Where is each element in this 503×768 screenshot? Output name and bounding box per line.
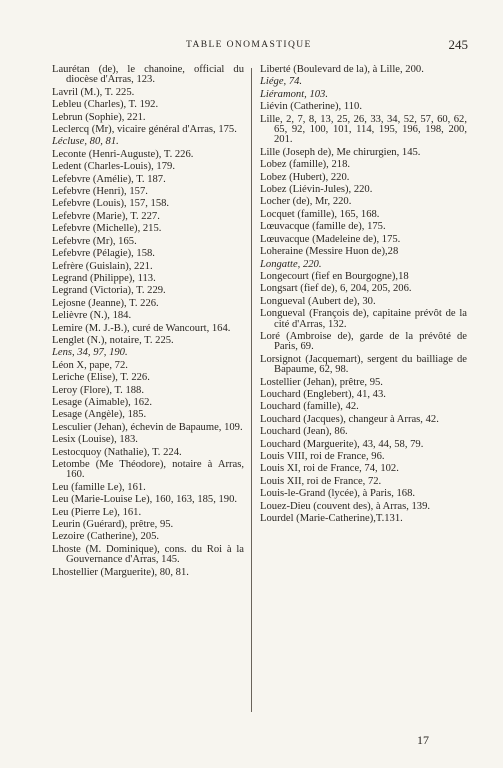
index-entry: Lesage (Aimable), 162. xyxy=(52,396,153,408)
index-entry: Lavril (M.), T. 225. xyxy=(52,86,135,98)
index-entry: Loré (Ambroise de), garde de la prévôté de Paris, 69. xyxy=(260,330,467,353)
index-entry: Lebleu (Charles), T. 192. xyxy=(52,99,159,111)
index-entry: Liberté (Boulevard de la), à Lille, 200. xyxy=(260,64,424,75)
index-entry: Lefebvre (Mr), 165. xyxy=(52,235,137,247)
index-entry: Lebrun (Sophie), 221. xyxy=(52,111,146,123)
index-entry: Louis XII, roi de France, 72. xyxy=(260,475,382,487)
index-entry: Lezoire (Catherine), 205. xyxy=(52,531,160,543)
index-entry: Lille (Joseph de), Me chirurgien, 145. xyxy=(260,146,421,158)
index-entry: Lemire (M. J.-B.), curé de Wancourt, 164. xyxy=(52,322,231,334)
right-index-column xyxy=(260,65,467,526)
index-entry: Lesculier (Jehan), échevin de Bapaume, 109. xyxy=(52,421,243,433)
index-entry: Longecourt (fief en Bourgogne),18 xyxy=(260,270,409,282)
index-entry: Liévin (Catherine), 110. xyxy=(260,101,362,113)
index-entry: Louis XI, roi de France, 74, 102. xyxy=(260,463,399,475)
left-index-column xyxy=(52,65,244,580)
page-number: 245 xyxy=(448,37,468,52)
index-entry: Lécluse, 80, 81. xyxy=(52,136,119,148)
index-entry: Lelièvre (N.), 184. xyxy=(52,310,132,322)
index-entry: Louis VIII, roi de France, 96. xyxy=(260,451,385,462)
index-entry: Leriche (Elise), T. 226. xyxy=(52,372,150,384)
index-entry: Lefebvre (Amélie), T. 187. xyxy=(52,173,166,185)
index-entry: Leu (Marie-Louise Le), 160, 163, 185, 190. xyxy=(52,494,238,506)
index-entry: Lefebvre (Pélagie), 158. xyxy=(52,248,155,260)
index-entry: Louchard (famille), 42. xyxy=(260,401,359,413)
index-entry: Letombe (Me Théodore), notaire à Arras, 160. xyxy=(52,459,244,481)
index-entry: Lobez (Hubert), 220. xyxy=(260,171,350,183)
index-entry: Louchard (Marguerite), 43, 44, 58, 79. xyxy=(260,438,424,450)
index-entry: Lens, 34, 97, 190. xyxy=(52,347,128,359)
index-entry: Leclercq (Mr), vicaire général d'Arras, 175. xyxy=(52,124,237,136)
index-entry: Locquet (famille), 165, 168. xyxy=(260,208,380,220)
index-entry: Louis-le-Grand (lycée), à Paris, 168. xyxy=(260,488,416,500)
index-entry: Léon X, pape, 72. xyxy=(52,359,128,371)
index-entry: Lesix (Louise), 183. xyxy=(52,434,138,446)
column-divider xyxy=(251,68,252,712)
index-entry: Laurétan (de), le chanoine, official du diocèse d'Arras, 123. xyxy=(52,64,244,86)
index-entry: Lille, 2, 7, 8, 13, 25, 26, 33, 34, 52, 57, 60, 62, 65, 92, 100, 101, 114, 195, 196, 198, 200, 201. xyxy=(260,113,467,146)
index-entry: Louez-Dieu (couvent des), à Arras, 139. xyxy=(260,500,431,512)
index-entry: Lefebvre (Henri), 157. xyxy=(52,186,148,198)
index-entry: Ledent (Charles-Louis), 179. xyxy=(52,161,175,173)
index-entry: Longatte, 220. xyxy=(260,258,322,270)
index-entry: Lorsignot (Jacquemart), sergent du bailliage de Bapaume, 62, 98. xyxy=(260,353,467,376)
index-entry: Lhostellier (Marguerite), 80, 81. xyxy=(52,566,189,578)
index-entry: Lefebvre (Michelle), 215. xyxy=(52,223,162,235)
index-entry: Liége, 74. xyxy=(260,76,303,88)
index-entry: Lejosne (Jeanne), T. 226. xyxy=(52,297,159,309)
index-entry: Lefebvre (Marie), T. 227. xyxy=(52,210,160,222)
index-entry: Lenglet (N.), notaire, T. 225. xyxy=(52,334,174,346)
index-entry: Lefrère (Guislain), 221. xyxy=(52,260,153,272)
index-entry: Lostellier (Jehan), prêtre, 95. xyxy=(260,376,383,388)
running-title: TABLE ONOMASTIQUE xyxy=(186,40,312,50)
index-entry: Longueval (François de), capitaine prévôt de la cité d'Arras, 132. xyxy=(260,308,467,330)
index-entry: Lœuvacque (Madeleine de), 175. xyxy=(260,233,401,245)
index-entry: Lefebvre (Louis), 157, 158. xyxy=(52,198,170,210)
index-entry: Locher (de), Mr, 220. xyxy=(260,196,352,208)
index-entry: Leu (famille Le), 161. xyxy=(52,481,146,493)
index-entry: Louchard (Jacques), changeur à Arras, 42. xyxy=(260,413,439,425)
index-entry: Lesage (Angèle), 185. xyxy=(52,409,147,421)
index-entry: Louchard (Englebert), 41, 43. xyxy=(260,388,386,400)
index-entry: Lobez (Liévin-Jules), 220. xyxy=(260,184,373,196)
index-entry: Leurin (Guérard), prêtre, 95. xyxy=(52,519,174,531)
index-entry: Lobez (famille), 218. xyxy=(260,159,351,171)
index-entry: Legrand (Victoria), T. 229. xyxy=(52,285,166,297)
index-entry: Longsart (fief de), 6, 204, 205, 206. xyxy=(260,283,412,295)
index-entry: Lœuvacque (famille de), 175. xyxy=(260,221,386,233)
index-entry: Louchard (Jean), 86. xyxy=(260,426,348,438)
index-entry: Lestocquoy (Nathalie), T. 224. xyxy=(52,446,182,458)
index-entry: Legrand (Philippe), 113. xyxy=(52,272,156,284)
index-entry: Lourdel (Marie-Catherine),T.131. xyxy=(260,513,403,525)
index-entry: Lhoste (M. Dominique), cons. du Roi à la Gouvernance d'Arras, 145. xyxy=(52,543,244,566)
index-entry: Liéramont, 103. xyxy=(260,88,328,100)
index-entry: Leconte (Henri-Auguste), T. 226. xyxy=(52,148,194,160)
index-entry: Longueval (Aubert de), 30. xyxy=(260,295,376,307)
index-entry: Loheraine (Messire Huon de),28 xyxy=(260,246,399,258)
signature-mark: 17 xyxy=(417,733,429,747)
index-entry: Leroy (Flore), T. 188. xyxy=(52,384,144,396)
index-entry: Leu (Pierre Le), 161. xyxy=(52,506,142,518)
